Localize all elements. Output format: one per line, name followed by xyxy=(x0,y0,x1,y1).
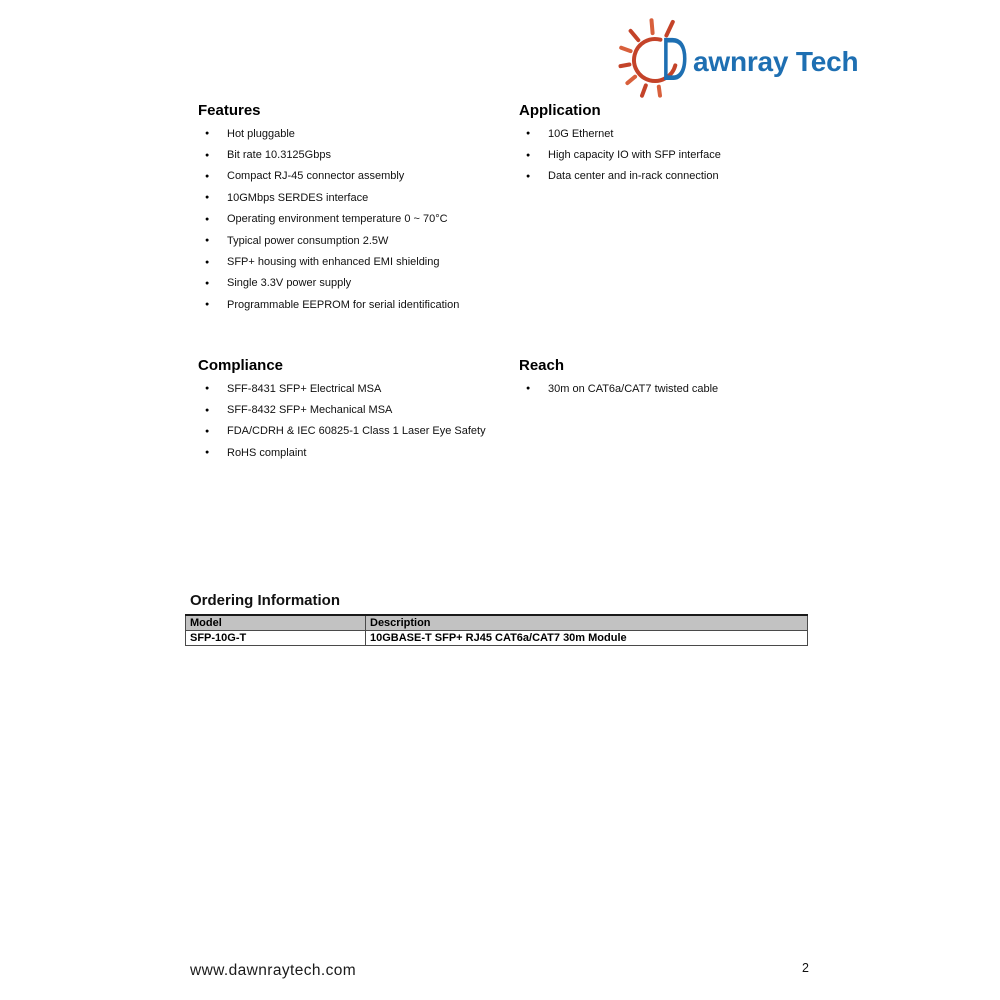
bullet-icon: ● xyxy=(205,172,210,180)
feature-item xyxy=(198,144,459,165)
model-column-header: Model xyxy=(186,615,366,630)
compliance-section xyxy=(198,357,486,464)
ordering-table xyxy=(185,614,808,646)
description-column-header: Description xyxy=(366,615,808,630)
features-list xyxy=(198,123,459,316)
ordering-information-section xyxy=(185,592,808,646)
application-item-text: 10G Ethernet xyxy=(548,127,614,140)
compliance-heading: Compliance xyxy=(198,357,284,374)
reach-section xyxy=(519,357,718,399)
feature-item-text: Typical power consumption 2.5W xyxy=(227,234,389,247)
bullet-icon: ● xyxy=(205,449,210,457)
features-section xyxy=(198,102,459,316)
compliance-item-text: SFF-8431 SFP+ Electrical MSA xyxy=(227,382,382,395)
application-heading: Application xyxy=(519,102,601,119)
bullet-icon: ● xyxy=(205,279,210,287)
reach-list xyxy=(519,378,718,399)
compliance-item xyxy=(198,399,486,420)
feature-item xyxy=(198,187,459,208)
feature-item xyxy=(198,273,459,294)
feature-item xyxy=(198,123,459,144)
feature-item xyxy=(198,209,459,230)
bullet-icon: ● xyxy=(205,301,210,309)
compliance-item-text: RoHS complaint xyxy=(227,446,307,459)
feature-item xyxy=(198,251,459,272)
page-number: 2 xyxy=(802,961,809,975)
bullet-icon: ● xyxy=(205,194,210,202)
bullet-icon: ● xyxy=(205,385,210,393)
bullet-icon: ● xyxy=(526,151,531,159)
bullet-icon: ● xyxy=(205,237,210,245)
application-item xyxy=(519,144,721,165)
brand-initial: D xyxy=(661,25,689,93)
application-item xyxy=(519,123,721,144)
dawnray-logo xyxy=(617,10,857,98)
feature-item xyxy=(198,230,459,251)
brand-wordmark: awnray Tech xyxy=(693,46,859,77)
table-row xyxy=(186,630,808,645)
feature-item-text: Bit rate 10.3125Gbps xyxy=(227,149,331,162)
bullet-icon: ● xyxy=(526,385,531,393)
bullet-icon: ● xyxy=(205,427,210,435)
bullet-icon: ● xyxy=(205,215,210,223)
model-cell: SFP-10G-T xyxy=(186,630,366,645)
application-list xyxy=(519,123,721,187)
bullet-icon: ● xyxy=(205,406,210,414)
ordering-heading: Ordering Information xyxy=(190,592,340,609)
feature-item-text: 10GMbps SERDES interface xyxy=(227,191,369,204)
bullet-icon: ● xyxy=(205,151,210,159)
compliance-item-text: FDA/CDRH & IEC 60825-1 Class 1 Laser Eye Safety xyxy=(227,425,486,438)
compliance-item xyxy=(198,421,486,442)
bullet-icon: ● xyxy=(526,172,531,180)
application-item-text: High capacity IO with SFP interface xyxy=(548,149,721,162)
feature-item-text: Hot pluggable xyxy=(227,127,295,140)
feature-item xyxy=(198,166,459,187)
reach-heading: Reach xyxy=(519,357,565,374)
reach-item-text: 30m on CAT6a/CAT7 twisted cable xyxy=(548,382,719,395)
compliance-list xyxy=(198,378,486,464)
compliance-item-text: SFF-8432 SFP+ Mechanical MSA xyxy=(227,404,393,417)
footer-website: www.dawnraytech.com xyxy=(190,962,357,979)
description-cell: 10GBASE-T SFP+ RJ45 CAT6a/CAT7 30m Module xyxy=(366,630,808,645)
feature-item-text: Programmable EEPROM for serial identification xyxy=(227,298,460,311)
bullet-icon: ● xyxy=(205,258,210,266)
features-heading: Features xyxy=(198,102,261,119)
compliance-item xyxy=(198,378,486,399)
feature-item-text: SFP+ housing with enhanced EMI shielding xyxy=(227,256,440,269)
ordering-table-header-row xyxy=(186,615,808,630)
application-item-text: Data center and in-rack connection xyxy=(548,170,719,183)
feature-item xyxy=(198,294,459,315)
reach-item xyxy=(519,378,718,399)
bullet-icon: ● xyxy=(205,130,210,138)
feature-item-text: Single 3.3V power supply xyxy=(227,277,352,290)
feature-item-text: Operating environment temperature 0 ~ 70°C xyxy=(227,213,448,226)
application-section xyxy=(519,102,721,187)
bullet-icon: ● xyxy=(526,130,531,138)
compliance-item xyxy=(198,442,486,463)
feature-item-text: Compact RJ-45 connector assembly xyxy=(227,170,405,183)
application-item xyxy=(519,166,721,187)
